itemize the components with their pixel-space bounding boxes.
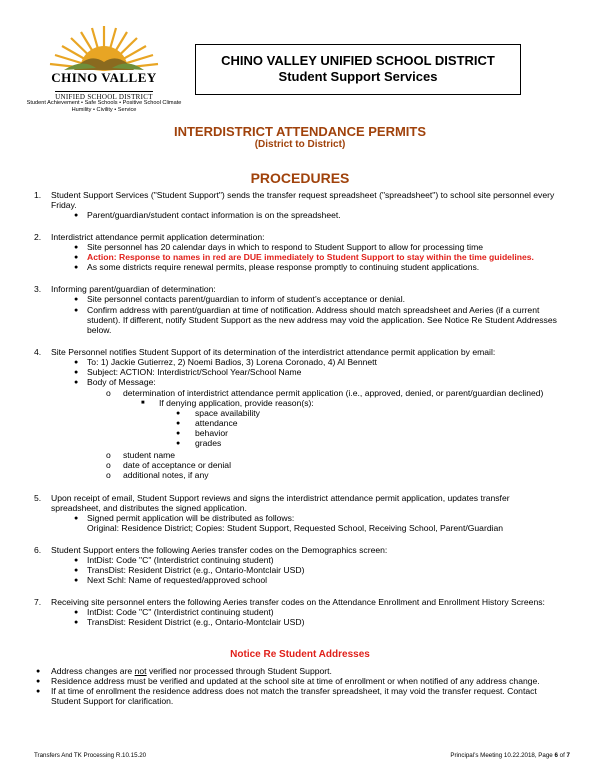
item-text: Site Personnel notifies Student Support of its determination of the interdistrict attendance permit application by email: (51, 347, 496, 357)
item-number: 1. (34, 190, 42, 200)
bullet-text: Subject: ACTION: Interdistrict/School Year/School Name (87, 367, 302, 377)
bullet-icon: ● (74, 359, 79, 366)
bullet-icon: ● (74, 619, 79, 626)
notice-text: Residence address must be verified and updated at the school site at time of enrollment or when notified of any address change. (51, 676, 540, 686)
bullet-icon: ● (74, 557, 79, 564)
logo-name: CHINO VALLEY (51, 70, 157, 85)
bullet-text: below. (87, 325, 112, 335)
bullet-icon: ● (74, 567, 79, 574)
bullet-text: Next Schl: Name of requested/approved school (87, 575, 268, 585)
footer-page: 6 (554, 752, 558, 759)
bullet-text: Body of Message: (87, 377, 156, 387)
bullet-text: IntDist: Code "C" (Interdistrict continuing student) (87, 607, 274, 617)
bullet-text: TransDist: Resident District (e.g., Ontario-Montclair USD) (87, 565, 305, 575)
sub-sub-bullet-text: If denying application, provide reason(s): (159, 398, 314, 408)
item-text: Student Support enters the following Aeries transfer codes on the Demographics screen: (51, 545, 388, 555)
bullet-icon: ● (74, 577, 79, 584)
reason-text: grades (195, 438, 222, 448)
bullet-icon: ● (36, 668, 41, 675)
bullet-icon: ● (74, 379, 79, 386)
sun-logo-icon (34, 22, 174, 72)
item-number: 6. (34, 545, 42, 555)
item-text: Upon receipt of email, Student Support reviews and signs the interdistrict attendance permit application, updates transfer (51, 493, 510, 503)
reason-text: space availability (195, 408, 260, 418)
circle-bullet-icon: o (106, 460, 111, 470)
notice-text-pre: Address changes are (51, 666, 135, 676)
item-number: 4. (34, 347, 42, 357)
notice-text: If at time of enrollment the residence address does not match the transfer spreadsheet, it may void the transfer request. Contact (51, 686, 537, 696)
item-text: Friday. (51, 200, 77, 210)
notice-text-underlined: not (134, 666, 147, 676)
header-box (195, 44, 521, 95)
bullet-text: Site personnel has 20 calendar days in which to respond to Student Support to allow for processing time (87, 242, 484, 252)
bullet-icon: ● (74, 515, 79, 522)
item-text: Receiving site personnel enters the following Aeries transfer codes on the Attendance Enrollment and Enrollment History Screens: (51, 597, 545, 607)
footer-right-text: Principal’s Meeting 10.22.2018, Page (450, 752, 555, 759)
square-bullet-icon: ■ (141, 400, 145, 406)
bullet-icon: ● (74, 609, 79, 616)
bullet-text: Confirm address with parent/guardian at time of notification. Address should match spreadsheet and Aeries (if a current (87, 305, 540, 315)
action-text: Action: Response to names in red are DUE immediately to Student Support to stay within the time guidelines. (87, 252, 534, 262)
bullet-icon: ● (36, 688, 41, 695)
circle-bullet-icon: o (106, 388, 111, 398)
footer-right (450, 752, 570, 759)
sub-bullet-text: additional notes, if any (123, 470, 209, 480)
notice-text: Student Support for clarification. (51, 696, 174, 706)
bullet-icon: ● (176, 410, 181, 417)
circle-bullet-icon: o (106, 450, 111, 460)
sub-bullet-text: date of acceptance or denial (123, 460, 231, 470)
bullet-icon: ● (176, 440, 181, 447)
item-text: Informing parent/guardian of determination: (51, 284, 216, 294)
motto-line-2: Humility • Civility • Service (71, 107, 137, 113)
bullet-icon: ● (74, 244, 79, 251)
department-name: Student Support Services (278, 69, 438, 84)
bullet-icon: ● (36, 678, 41, 685)
notice-text-post: verified nor processed through Student Support. (146, 666, 332, 676)
bullet-icon: ● (74, 369, 79, 376)
notice-heading: Notice Re Student Addresses (230, 649, 370, 660)
item-number: 5. (34, 493, 42, 503)
procedures-heading: PROCEDURES (250, 170, 350, 186)
bullet-icon: ● (74, 264, 79, 271)
district-logo (24, 22, 184, 104)
circle-bullet-icon: o (106, 470, 111, 480)
sub-bullet-text: determination of interdistrict attendance permit application (i.e., approved, denied, or parent/guardian declined) (123, 388, 544, 398)
bullet-icon: ● (74, 212, 79, 219)
bullet-text: To: 1) Jackie Gutierrez, 2) Noemi Badios, 3) Lorena Coronado, 4) Al Bennett (87, 357, 377, 367)
notice-text (51, 666, 332, 676)
bullet-text: student). If different, notify Student Support as the new address may void the application. See Notice Re Student Addresses (87, 315, 557, 325)
page-title: INTERDISTRICT ATTENDANCE PERMITS (173, 124, 427, 139)
bullet-text: Original: Residence District; Copies: Student Support, Requested School, Receiving School, Parent/Guardian (87, 523, 504, 533)
bullet-text: Parent/guardian/student contact information is on the spreadsheet. (87, 210, 341, 220)
item-text: spreadsheet, and distributes the signed application. (51, 503, 247, 513)
district-name: CHINO VALLEY UNIFIED SCHOOL DISTRICT (221, 53, 495, 68)
footer-left: Transfers And TK Processing R.10.15.20 (34, 752, 147, 759)
bullet-text: TransDist: Resident District (e.g., Ontario-Montclair USD) (87, 617, 305, 627)
item-number: 7. (34, 597, 42, 607)
item-text: Student Support Services ("Student Support") sends the transfer request spreadsheet ("spreadsheet") to school site personnel every (51, 190, 555, 200)
bullet-text: As some districts require renewal permits, please response promptly to continuing student applications. (87, 262, 480, 272)
bullet-icon: ● (74, 254, 79, 261)
bullet-text: IntDist: Code "C" (Interdistrict continuing student) (87, 555, 274, 565)
item-text: Interdistrict attendance permit application determination: (51, 232, 265, 242)
item-number: 2. (34, 232, 42, 242)
bullet-icon: ● (74, 307, 79, 314)
sub-bullet-text: student name (123, 450, 176, 460)
bullet-icon: ● (176, 430, 181, 437)
footer-total: 7 (566, 752, 570, 759)
logo-motto (14, 100, 194, 114)
bullet-text: Site personnel contacts parent/guardian to inform of student’s acceptance or denial. (87, 294, 406, 304)
logo-subtitle: UNIFIED SCHOOL DISTRICT (55, 93, 153, 101)
footer-of: of (557, 752, 567, 759)
reason-text: behavior (195, 428, 228, 438)
reason-text: attendance (195, 418, 238, 428)
bullet-icon: ● (74, 296, 79, 303)
bullet-text: Signed permit application will be distributed as follows: (87, 513, 295, 523)
motto-line-1: Student Achievement • Safe Schools • Positive School Climate (26, 100, 182, 106)
item-number: 3. (34, 284, 42, 294)
bullet-icon: ● (176, 420, 181, 427)
page-subtitle: (District to District) (254, 139, 346, 150)
